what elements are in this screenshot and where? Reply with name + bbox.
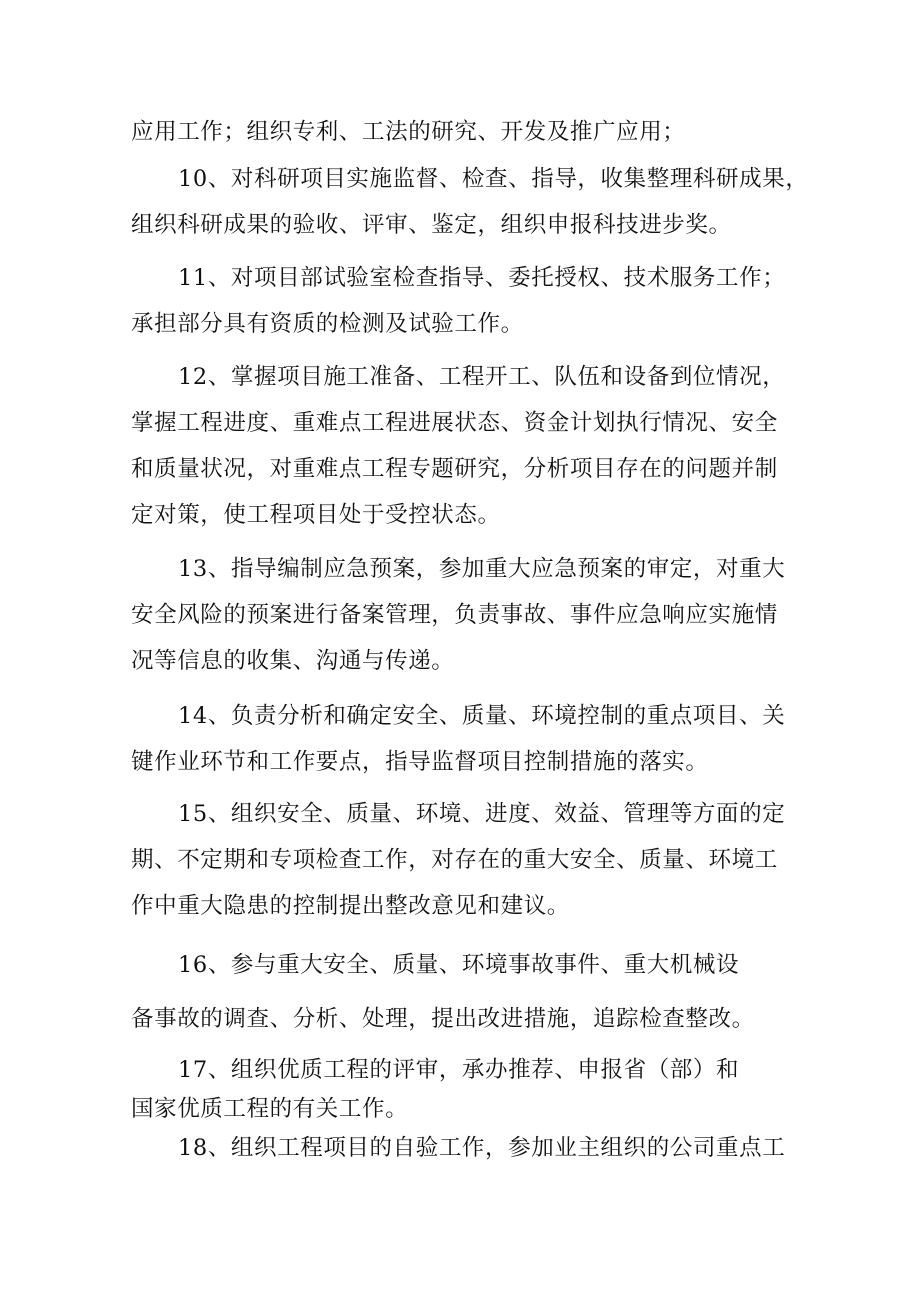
paragraph-item-12 [131, 354, 791, 538]
paragraph-item-17 [131, 1047, 791, 1132]
text-line: 10、对科研项目实施监督、检查、指导，收集整理科研成果， [178, 166, 809, 192]
text-line: 15、组织安全、质量、环境、进度、效益、管理等方面的定 [178, 801, 786, 827]
text-line: 承担部分具有资质的检测及试验工作。 [131, 311, 524, 337]
text-line: 应用工作；组织专利、工法的研究、开发及推广应用； [131, 119, 686, 145]
text-line: 键作业环节和工作要点，指导监督项目控制措施的落实。 [131, 749, 709, 775]
text-line: 况等信息的收集、沟通与传递。 [131, 648, 455, 674]
text-line: 作中重大隐患的控制提出整改意见和建议。 [131, 893, 570, 919]
text-line: 定对策，使工程项目处于受控状态。 [131, 502, 501, 528]
paragraph-continuation [131, 109, 791, 155]
text-line: 组织科研成果的验收、评审、鉴定，组织申报科技进步奖。 [131, 212, 732, 238]
paragraph-item-11 [131, 255, 791, 347]
text-line: 13、指导编制应急预案，参加重大应急预案的审定，对重大 [178, 556, 786, 582]
text-line: 14、负责分析和确定安全、质量、环境控制的重点项目、关 [178, 703, 786, 729]
text-line: 17、组织优质工程的评审，承办推荐、申报省（部）和 [178, 1057, 740, 1083]
text-line: 掌握工程进度、重难点工程进展状态、资金计划执行情况、安全 [131, 410, 778, 436]
paragraph-item-15 [131, 791, 791, 929]
paragraph-item-10 [131, 156, 809, 248]
text-line: 16、参与重大安全、质量、环境事故事件、重大机械设 [178, 952, 740, 978]
text-line: 18、组织工程项目的自验工作，参加业主组织的公司重点工 [178, 1135, 786, 1161]
text-line: 和质量状况，对重难点工程专题研究，分析项目存在的问题并制 [131, 456, 778, 482]
paragraph-item-13 [131, 546, 791, 684]
text-line: 期、不定期和专项检查工作，对存在的重大安全、质量、环境工 [131, 847, 778, 873]
paragraph-item-18 [131, 1125, 791, 1171]
text-line: 安全风险的预案进行备案管理，负责事故、事件应急响应实施情 [131, 602, 778, 628]
paragraph-item-14 [131, 693, 791, 785]
text-line: 11、对项目部试验室检查指导、委托授权、技术服务工作； [178, 265, 786, 291]
text-line: 备事故的调查、分析、处理，提出改进措施，追踪检查整改。 [131, 1006, 755, 1032]
text-line: 12、掌握项目施工准备、工程开工、队伍和设备到位情况， [178, 364, 786, 390]
text-line: 国家优质工程的有关工作。 [131, 1096, 409, 1122]
paragraph-item-16 [131, 942, 791, 1042]
